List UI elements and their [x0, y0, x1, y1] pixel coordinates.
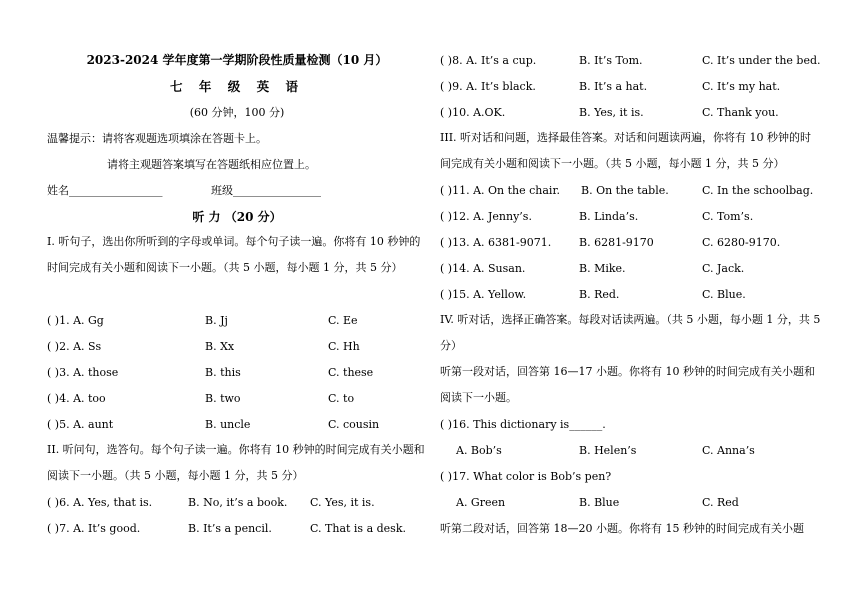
- section2-instruction: II. 听问句，选答句。每个句子读一遍。你将有 10 秒钟的时间完成有关小题和阅读下一小题。（共 5 小题，每小题 1 分，共 5 分）: [47, 443, 425, 482]
- question-4-option-c[interactable]: C. to: [328, 392, 355, 405]
- question-2[interactable]: ( )2. A. Ss: [47, 340, 102, 353]
- question-12[interactable]: ( )12. A. Jenny’s.: [440, 210, 532, 223]
- question-6-option-b[interactable]: B. No, it’s a book.: [188, 496, 288, 509]
- exam-title: 2023-2024 学年度第一学期阶段性质量检测（10 月）: [86, 53, 388, 67]
- question-10[interactable]: ( )10. A.OK.: [440, 106, 506, 119]
- question-1[interactable]: ( )1. A. Gg: [47, 314, 104, 327]
- question-17-option-c[interactable]: C. Red: [702, 496, 739, 509]
- question-12-option-c[interactable]: C. Tom’s.: [702, 210, 754, 223]
- question-6[interactable]: ( )6. A. Yes, that is.: [47, 496, 153, 509]
- question-16[interactable]: ( )16. This dictionary is______.: [440, 418, 606, 431]
- question-15-option-c[interactable]: C. Blue.: [702, 288, 746, 301]
- question-15-option-b[interactable]: B. Red.: [579, 288, 620, 301]
- question-14-option-c[interactable]: C. Jack.: [702, 262, 745, 275]
- question-7[interactable]: ( )7. A. It’s good.: [47, 522, 141, 535]
- question-16-option-c[interactable]: C. Anna’s: [702, 444, 755, 457]
- question-4-option-b[interactable]: B. two: [205, 392, 241, 405]
- question-9-option-c[interactable]: C. It’s my hat.: [702, 80, 781, 93]
- exam-subject: 七 年 级 英 语: [170, 79, 304, 94]
- question-1-option-c[interactable]: C. Ee: [328, 314, 358, 327]
- question-9[interactable]: ( )9. A. It’s black.: [440, 80, 536, 93]
- question-3-option-c[interactable]: C. these: [328, 366, 374, 379]
- question-13-option-c[interactable]: C. 6280-9170.: [702, 236, 781, 249]
- question-1-option-b[interactable]: B. Jj: [205, 314, 228, 327]
- question-6-option-c[interactable]: C. Yes, it is.: [310, 496, 375, 509]
- listening-heading: 听 力 （20 分）: [192, 210, 282, 224]
- question-9-option-b[interactable]: B. It’s a hat.: [579, 80, 648, 93]
- tip-objective: 温馨提示：请将客观题选项填涂在答题卡上。: [47, 132, 267, 145]
- question-8-option-b[interactable]: B. It’s Tom.: [579, 54, 643, 67]
- section3-instruction: III. 听对话和问题，选择最佳答案。对话和问题读两遍，你将有 10 秒钟的时间完成有关小题和阅读下一小题。（共 5 小题，每小题 1 分，共 5 分）: [440, 131, 812, 170]
- question-14-option-b[interactable]: B. Mike.: [579, 262, 626, 275]
- section4-instruction: IV. 听对话，选择正确答案。每段对话读两遍。（共 5 小题，每小题 1 分，共 5 分）: [440, 313, 821, 352]
- question-8-option-c[interactable]: C. It’s under the bed.: [702, 54, 821, 67]
- question-14[interactable]: ( )14. A. Susan.: [440, 262, 526, 275]
- question-3[interactable]: ( )3. A. those: [47, 366, 119, 379]
- question-11[interactable]: ( )11. A. On the chair.: [440, 184, 560, 197]
- name-field[interactable]: 姓名_________________: [47, 184, 163, 197]
- class-field[interactable]: 班级________________: [211, 184, 321, 197]
- question-10-option-b[interactable]: B. Yes, it is.: [579, 106, 644, 119]
- question-11-option-b[interactable]: B. On the table.: [581, 184, 669, 197]
- question-15[interactable]: ( )15. A. Yellow.: [440, 288, 527, 301]
- dialog2-intro: 听第二段对话，回答第 18—20 小题。你将有 15 秒钟的时间完成有关小题: [440, 522, 804, 535]
- question-16-option-b[interactable]: B. Helen’s: [579, 444, 637, 457]
- question-17[interactable]: ( )17. What color is Bob’s pen?: [440, 470, 612, 483]
- question-5-option-c[interactable]: C. cousin: [328, 418, 380, 431]
- tip-subjective: 请将主观题答案填写在答题纸相应位置上。: [107, 158, 316, 171]
- question-17-option-b[interactable]: B. Blue: [579, 496, 620, 509]
- question-5-option-b[interactable]: B. uncle: [205, 418, 251, 431]
- dialog1-intro: 听第一段对话，回答第 16—17 小题。你将有 10 秒钟的时间完成有关小题和阅读下一小题。: [440, 365, 815, 404]
- question-5[interactable]: ( )5. A. aunt: [47, 418, 114, 431]
- question-11-option-c[interactable]: C. In the schoolbag.: [702, 184, 814, 197]
- question-17-option-a[interactable]: A. Green: [456, 496, 506, 509]
- question-2-option-b[interactable]: B. Xx: [205, 340, 235, 353]
- section1-instruction: I. 听句子，选出你所听到的字母或单词。每个句子读一遍。你将有 10 秒钟的时间完成有关小题和阅读下一小题。（共 5 小题，每小题 1 分，共 5 分）: [47, 235, 421, 274]
- exam-time-score: (60 分钟，100 分): [189, 106, 285, 119]
- question-16-option-a[interactable]: A. Bob’s: [456, 444, 502, 457]
- question-13-option-b[interactable]: B. 6281-9170: [579, 236, 654, 249]
- question-13[interactable]: ( )13. A. 6381-9071.: [440, 236, 552, 249]
- question-10-option-c[interactable]: C. Thank you.: [702, 106, 779, 119]
- question-4[interactable]: ( )4. A. too: [47, 392, 106, 405]
- question-7-option-b[interactable]: B. It’s a pencil.: [188, 522, 272, 535]
- question-8[interactable]: ( )8. A. It’s a cup.: [440, 54, 537, 67]
- question-3-option-b[interactable]: B. this: [205, 366, 241, 379]
- question-7-option-c[interactable]: C. That is a desk.: [310, 522, 406, 535]
- question-12-option-b[interactable]: B. Linda’s.: [579, 210, 639, 223]
- question-2-option-c[interactable]: C. Hh: [328, 340, 360, 353]
